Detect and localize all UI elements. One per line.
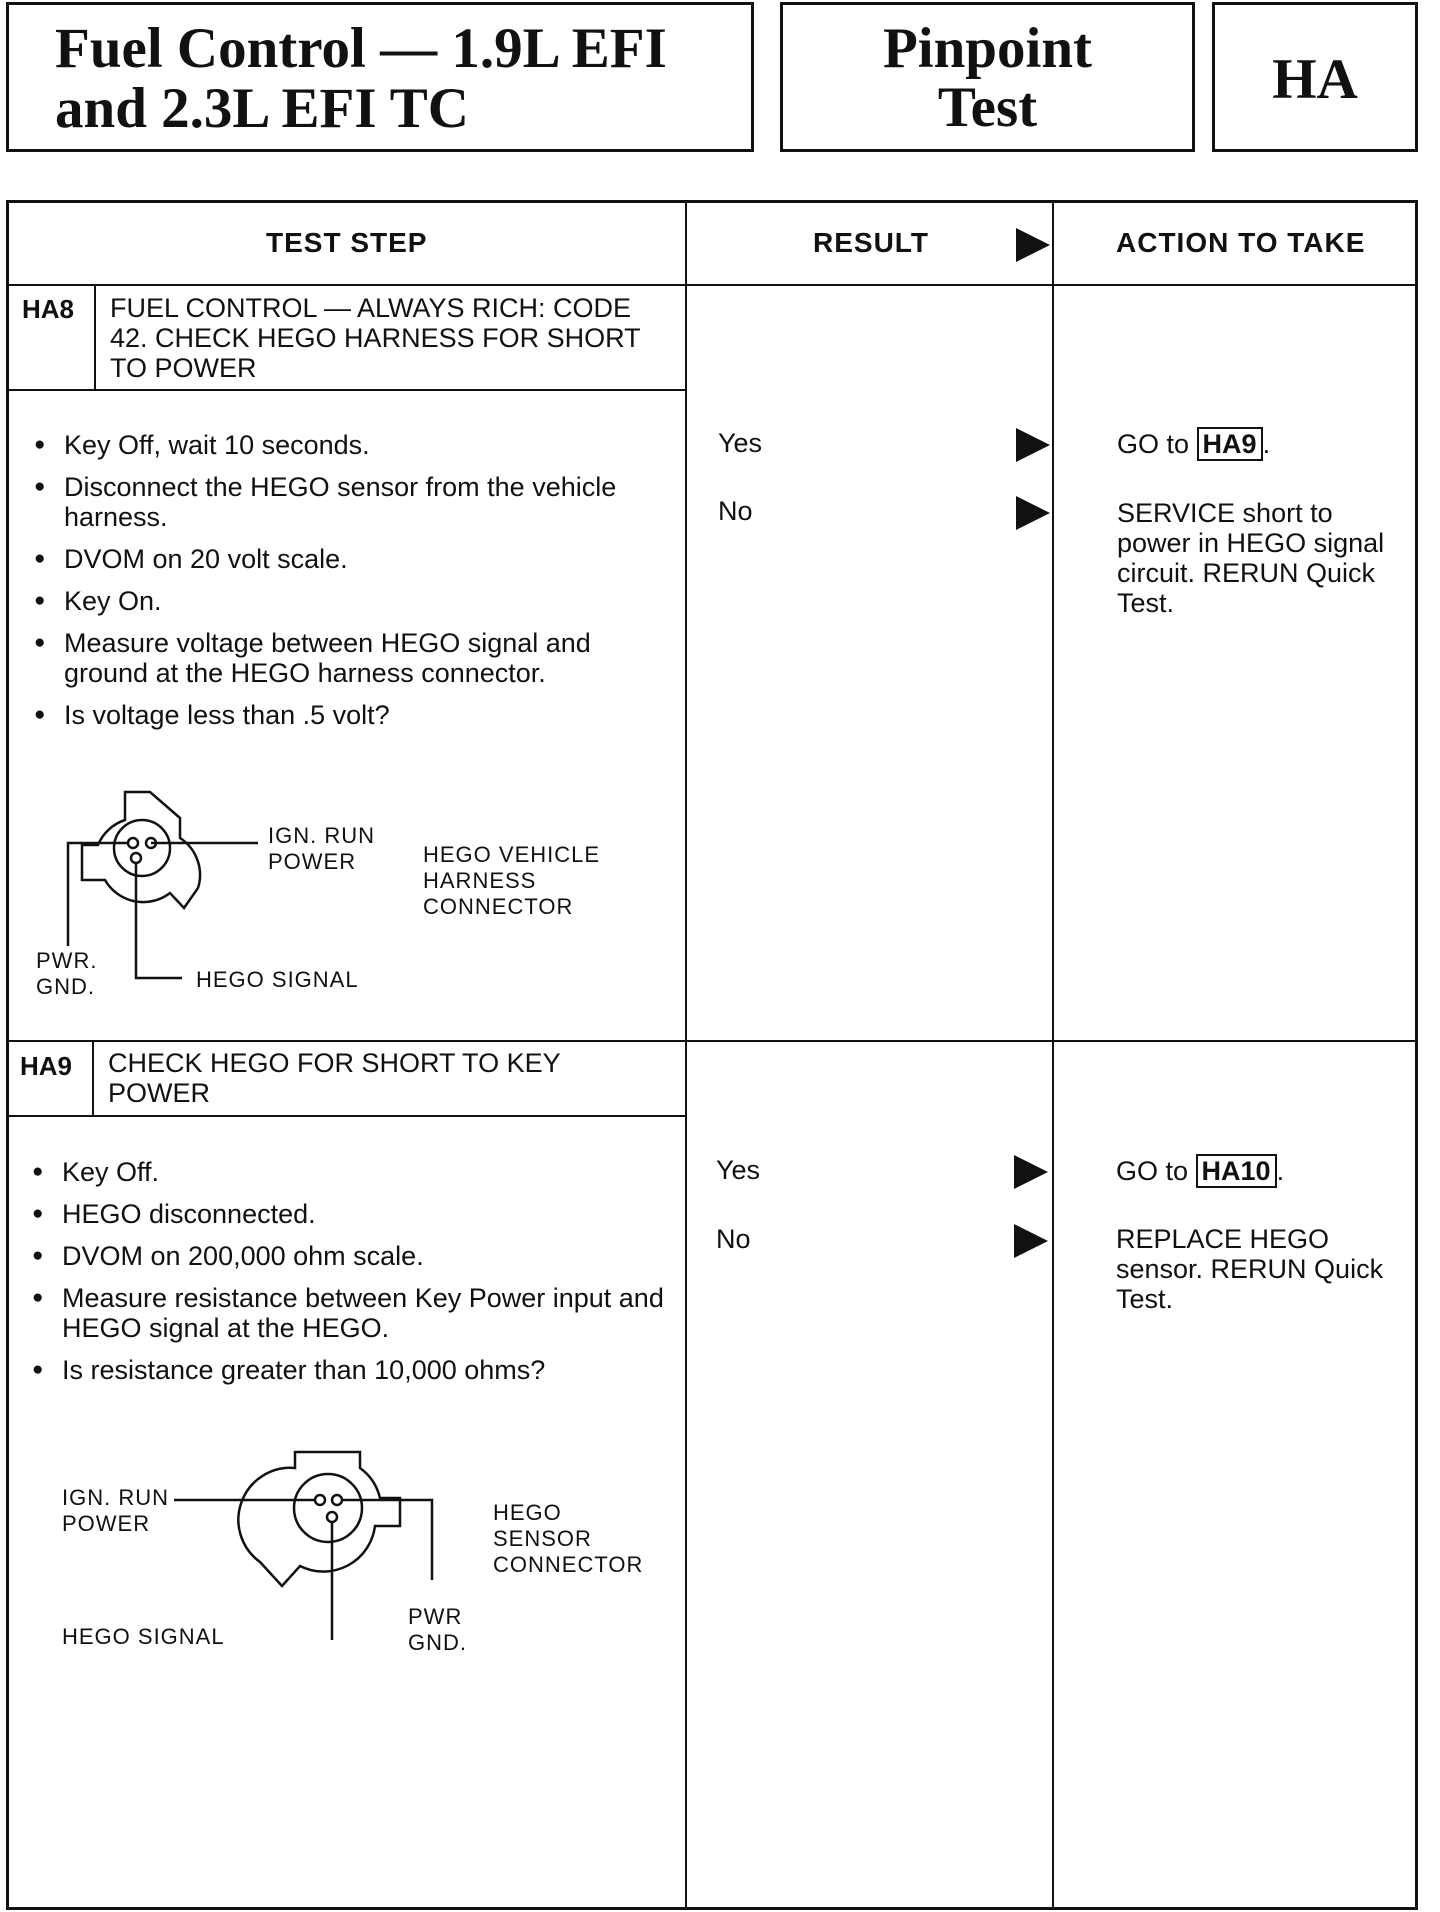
- hego-signal-label: HEGO SIGNAL: [62, 1624, 225, 1649]
- step-id: HA9: [20, 1051, 73, 1081]
- step-title: CHECK HEGO FOR SHORT TO KEY POWER: [108, 1048, 561, 1108]
- header-row-divider: [6, 284, 1418, 286]
- instruction-item: ● Key On.: [34, 586, 674, 616]
- step-reference-link[interactable]: HA10: [1196, 1154, 1277, 1188]
- result-arrow-icon: [1016, 228, 1050, 262]
- result-yes: Yes: [718, 428, 763, 458]
- step-title-underline: [6, 389, 687, 391]
- document-title: [6, 2, 754, 152]
- instruction-item: ● Key Off.: [32, 1157, 672, 1187]
- pwr-gnd-label: PWR GND.: [408, 1604, 467, 1655]
- column-divider: [1052, 200, 1054, 1910]
- result-arrow-icon: [1016, 428, 1050, 462]
- test-code-box: [1212, 2, 1418, 152]
- action-no: REPLACE HEGO sensor. RERUN Quick Test.: [1116, 1224, 1384, 1314]
- title-line-2: and 2.3L EFI TC: [55, 77, 469, 140]
- connector-label: HEGO SENSOR CONNECTOR: [493, 1500, 644, 1577]
- pwr-gnd-label: PWR. GND.: [36, 948, 98, 999]
- column-divider: [685, 200, 687, 1910]
- step-instructions: [32, 1157, 672, 1397]
- instruction-item: ● Measure voltage between HEGO signal and ground at the HEGO harness connector.: [34, 628, 674, 688]
- instruction-item: ● Disconnect the HEGO sensor from the vehicle harness.: [34, 472, 674, 532]
- result-arrow-icon: [1014, 1224, 1048, 1258]
- result-arrow-icon: [1014, 1155, 1048, 1189]
- test-code: HA: [1272, 48, 1358, 111]
- instruction-item: ● DVOM on 200,000 ohm scale.: [32, 1241, 672, 1271]
- step-reference-link[interactable]: HA9: [1197, 427, 1263, 461]
- step-divider: [6, 1040, 1418, 1042]
- col-test-step-header: TEST STEP: [266, 227, 428, 258]
- pinpoint-test-box: [780, 2, 1195, 152]
- step-id-divider: [92, 1040, 94, 1116]
- step-instructions: [34, 430, 674, 742]
- title-line-1: Fuel Control — 1.9L EFI: [55, 17, 667, 80]
- step-id: HA8: [22, 294, 75, 324]
- instruction-item: ● Is resistance greater than 10,000 ohms?: [32, 1355, 672, 1385]
- action-yes: GO to HA10 .: [1116, 1156, 1285, 1186]
- col-action-header: ACTION TO TAKE: [1116, 227, 1366, 258]
- pinpoint-line-2: Test: [937, 76, 1038, 139]
- result-arrow-icon: [1016, 496, 1050, 530]
- instruction-item: ● DVOM on 20 volt scale.: [34, 544, 674, 574]
- hego-signal-label: HEGO SIGNAL: [196, 967, 359, 992]
- col-result-header: RESULT: [813, 227, 929, 258]
- instruction-item: ● Measure resistance between Key Power input and HEGO signal at the HEGO.: [32, 1283, 672, 1343]
- connector-label: HEGO VEHICLE HARNESS CONNECTOR: [423, 842, 601, 919]
- step-title-underline: [6, 1115, 687, 1117]
- instruction-item: ● Key Off, wait 10 seconds.: [34, 430, 674, 460]
- ign-run-power-label: IGN. RUN POWER: [268, 823, 375, 874]
- action-no: SERVICE short to power in HEGO signal circuit. RERUN Quick Test.: [1117, 498, 1385, 618]
- result-yes: Yes: [716, 1155, 761, 1185]
- pinpoint-line-1: Pinpoint: [882, 17, 1093, 80]
- ign-run-power-label: IGN. RUN POWER: [62, 1485, 169, 1536]
- action-yes: GO to HA9 .: [1117, 429, 1271, 459]
- instruction-item: ● Is voltage less than .5 volt?: [34, 700, 674, 730]
- instruction-item: ● HEGO disconnected.: [32, 1199, 672, 1229]
- result-no: No: [716, 1224, 751, 1254]
- step-title: FUEL CONTROL — ALWAYS RICH: CODE 42. CHECK HEGO HARNESS FOR SHORT TO POWER: [110, 293, 641, 383]
- step-id-divider: [94, 284, 96, 390]
- result-no: No: [718, 496, 753, 526]
